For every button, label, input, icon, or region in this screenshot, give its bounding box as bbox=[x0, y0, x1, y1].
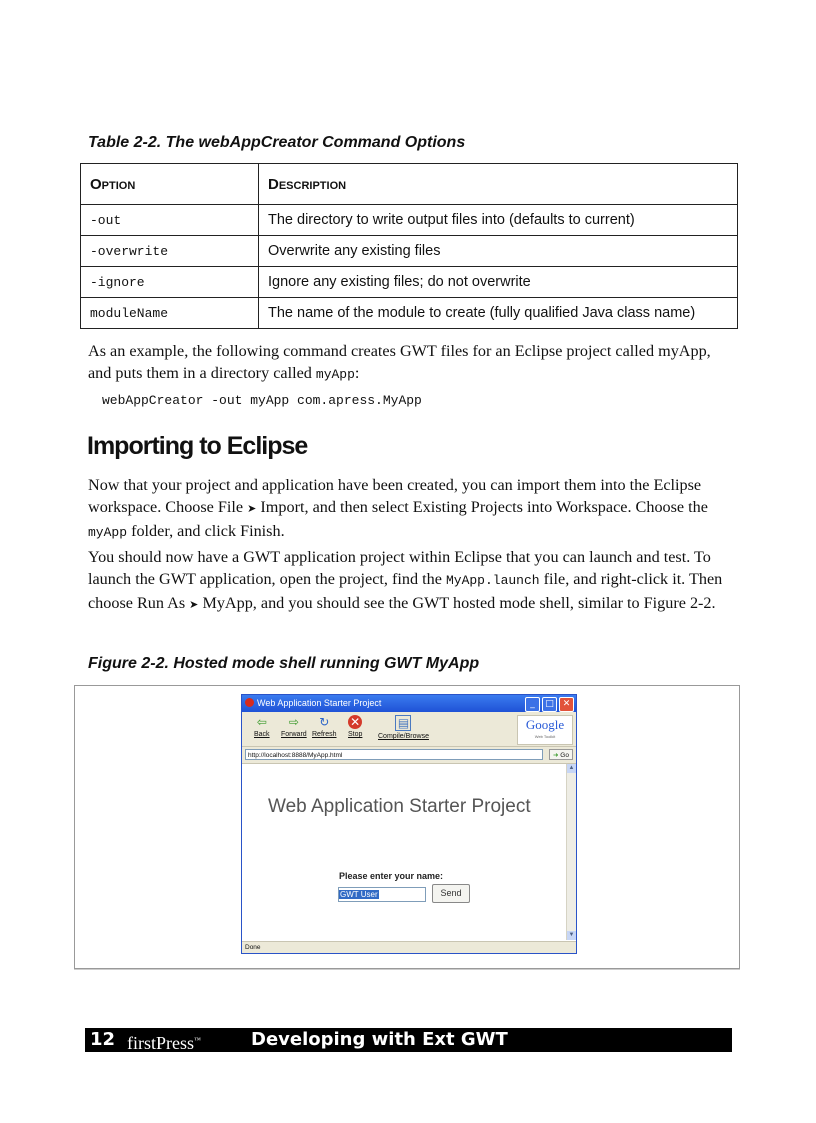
compile-browse-button[interactable] bbox=[378, 715, 429, 740]
refresh-label: Refresh bbox=[312, 731, 337, 738]
option-cell: -overwrite bbox=[81, 236, 259, 267]
menu-arrow-icon: ➤ bbox=[189, 598, 199, 611]
scroll-down-icon[interactable]: ▼ bbox=[568, 932, 575, 938]
inline-code: myApp bbox=[88, 525, 128, 540]
logo-subtitle: Web Toolkit bbox=[534, 734, 556, 739]
logo-text: Google bbox=[525, 717, 565, 732]
maximize-icon[interactable]: □ bbox=[542, 697, 557, 712]
paragraph-text: You should now have a GWT application project within Eclipse that you can launch and test. To launch the GWT application, open the project, find the bbox=[88, 548, 711, 588]
menu-arrow-icon: ➤ bbox=[247, 502, 257, 515]
table-header-option: Option bbox=[81, 164, 259, 205]
url-input[interactable]: http://localhost:8888/MyApp.html bbox=[245, 749, 543, 760]
hosted-mode-window bbox=[241, 694, 577, 954]
compile-icon: ▤ bbox=[395, 715, 411, 731]
command-example: webAppCreator -out myApp com.apress.MyApp bbox=[102, 393, 422, 408]
browser-toolbar bbox=[242, 712, 576, 747]
figure-caption: Figure 2-2. Hosted mode shell running GWT MyApp bbox=[88, 655, 480, 672]
option-cell: -out bbox=[81, 205, 259, 236]
book-title: Developing with Ext GWT bbox=[251, 1029, 508, 1050]
forward-button[interactable] bbox=[281, 715, 307, 738]
back-label: Back bbox=[254, 731, 270, 738]
paragraph-example bbox=[88, 340, 738, 386]
status-bar: Done bbox=[242, 941, 576, 953]
description-cell: Overwrite any existing files bbox=[259, 236, 738, 267]
go-button[interactable] bbox=[549, 749, 573, 760]
paragraph-text: file, and right-click it. Then choose Run As bbox=[88, 570, 723, 612]
app-title: Web Application Starter Project bbox=[268, 796, 531, 817]
page-content bbox=[242, 764, 566, 940]
paragraph-text: : bbox=[354, 364, 360, 382]
page-footer bbox=[85, 1028, 732, 1052]
name-prompt: Please enter your name: bbox=[339, 871, 444, 881]
page-number: 12 bbox=[90, 1029, 116, 1050]
address-bar bbox=[242, 747, 576, 764]
table-caption: Table 2-2. The webAppCreator Command Options bbox=[88, 134, 466, 151]
table-header-row bbox=[81, 164, 738, 205]
scroll-up-icon[interactable]: ▲ bbox=[568, 765, 575, 771]
options-table bbox=[80, 163, 738, 329]
publisher-brand bbox=[127, 1028, 201, 1055]
paragraph-text: Import, and then select Existing Projects into Workspace. Choose the bbox=[256, 498, 708, 516]
table-row bbox=[81, 298, 738, 329]
name-input[interactable] bbox=[338, 887, 426, 902]
google-logo bbox=[517, 715, 573, 745]
stop-label: Stop bbox=[348, 731, 363, 738]
refresh-icon: ↻ bbox=[319, 715, 330, 729]
paragraph-text: folder, and click Finish. bbox=[127, 522, 285, 540]
compile-label: Compile/Browse bbox=[378, 733, 429, 740]
paragraph-launch bbox=[88, 546, 738, 616]
close-icon[interactable]: ✕ bbox=[559, 697, 574, 712]
back-arrow-icon: ⇦ bbox=[256, 715, 267, 729]
refresh-button[interactable] bbox=[312, 715, 337, 738]
description-cell: The directory to write output files into (defaults to current) bbox=[259, 205, 738, 236]
description-cell: The name of the module to create (fully qualified Java class name) bbox=[259, 298, 738, 329]
send-button[interactable]: Send bbox=[432, 884, 470, 903]
window-titlebar bbox=[242, 695, 576, 712]
paragraph-import bbox=[88, 474, 738, 544]
window-title: Web Application Starter Project bbox=[257, 698, 382, 708]
go-arrow-icon: ➜ bbox=[553, 752, 561, 759]
table-row bbox=[81, 205, 738, 236]
minimize-icon[interactable]: _ bbox=[525, 697, 540, 712]
app-icon bbox=[245, 698, 254, 707]
option-cell: moduleName bbox=[81, 298, 259, 329]
back-button[interactable] bbox=[254, 715, 270, 738]
section-heading: Importing to Eclipse bbox=[87, 432, 308, 460]
forward-arrow-icon: ⇨ bbox=[288, 715, 299, 729]
inline-code: MyApp.launch bbox=[445, 573, 540, 588]
forward-label: Forward bbox=[281, 731, 307, 738]
paragraph-text: MyApp, and you should see the GWT hosted mode shell, similar to Figure 2-2. bbox=[198, 594, 716, 612]
inline-code: myApp bbox=[315, 367, 355, 382]
option-cell: -ignore bbox=[81, 267, 259, 298]
table-row bbox=[81, 267, 738, 298]
vertical-scrollbar[interactable] bbox=[566, 764, 576, 940]
description-cell: Ignore any existing files; do not overwrite bbox=[259, 267, 738, 298]
table-header-description: Description bbox=[259, 164, 738, 205]
paragraph-text: As an example, the following command creates GWT files for an Eclipse project called myApp, and puts them in a directory called bbox=[88, 342, 711, 382]
stop-button[interactable] bbox=[348, 715, 362, 738]
brand-text: firstPress bbox=[127, 1033, 194, 1053]
stop-icon: ✕ bbox=[350, 715, 361, 729]
trademark-mark: ™ bbox=[194, 1036, 201, 1044]
table-row bbox=[81, 236, 738, 267]
go-label: Go bbox=[560, 752, 569, 759]
paragraph-text: Now that your project and application have been created, you can import them into the Eclipse workspace. Choose File bbox=[88, 476, 702, 516]
name-input-value: GWT User bbox=[340, 890, 378, 899]
